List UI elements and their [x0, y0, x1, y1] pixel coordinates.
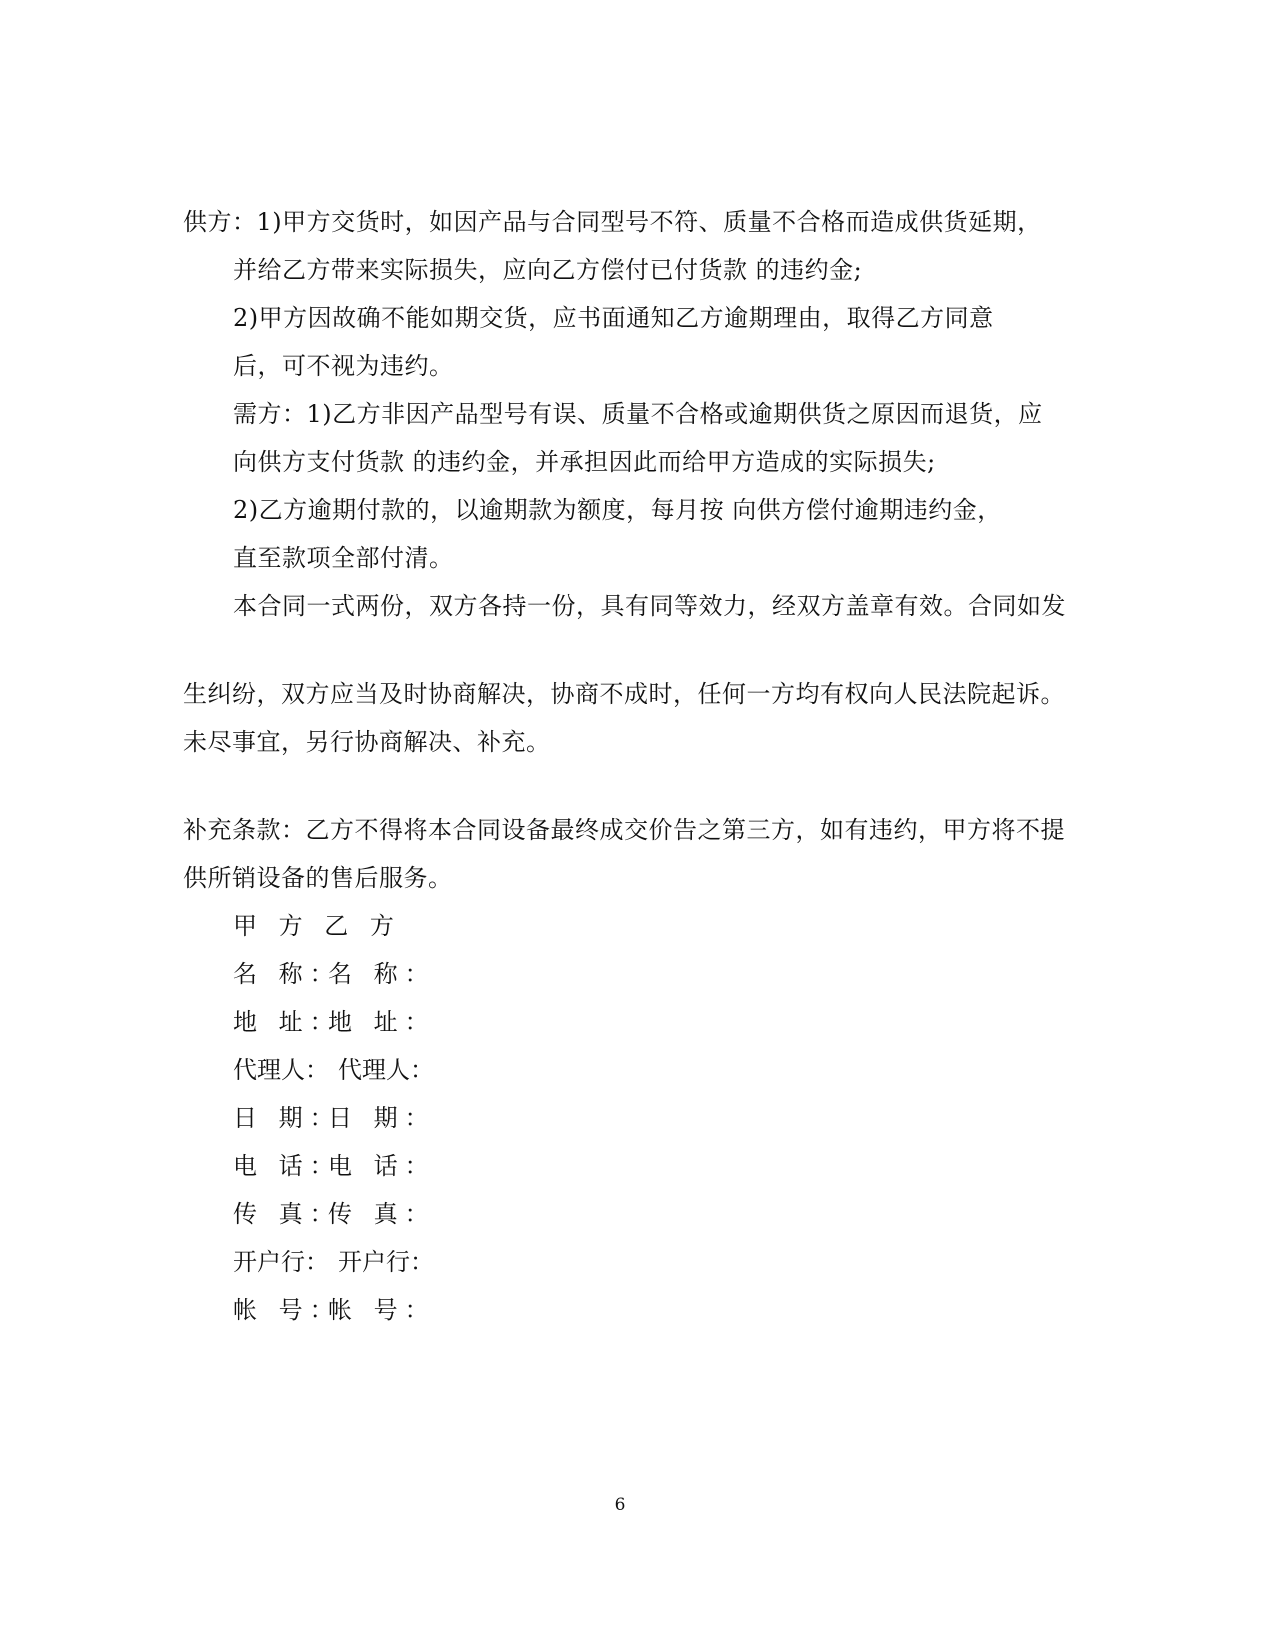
signature-row-name	[233, 959, 436, 989]
signature-row-address	[233, 1007, 436, 1037]
paragraph-line: 2)甲方因故确不能如期交货，应书面通知乙方逾期理由，取得乙方同意	[233, 304, 994, 332]
signature-row-agent	[233, 1055, 434, 1085]
signature-row-date	[233, 1103, 436, 1133]
signature-row-bank	[233, 1247, 434, 1277]
party-b-field: 地 址：	[328, 1008, 436, 1036]
signature-row-account	[233, 1295, 436, 1325]
signature-header	[233, 911, 401, 941]
party-a-field: 日 期：	[233, 1104, 341, 1132]
party-b-field: 代理人：	[338, 1056, 434, 1084]
party-a-field: 代理人：	[233, 1056, 329, 1084]
paragraph-line: 并给乙方带来实际损失，应向乙方偿付已付货款 的违约金;	[233, 256, 863, 284]
party-b-field: 开户行：	[338, 1248, 434, 1276]
party-b-field: 传 真：	[328, 1200, 436, 1228]
signature-row-phone	[233, 1151, 436, 1181]
party-b-field: 帐 号：	[328, 1296, 436, 1324]
paragraph-line: 2)乙方逾期付款的，以逾期款为额度，每月按 向供方偿付逾期违约金，	[233, 496, 1002, 524]
paragraph-line: 向供方支付货款 的违约金，并承担因此而给甲方造成的实际损失;	[233, 448, 936, 476]
party-a-field: 传 真：	[233, 1200, 341, 1228]
party-a-field: 电 话：	[233, 1152, 341, 1180]
page-number: 6	[614, 1495, 626, 1515]
paragraph-line: 本合同一式两份，双方各持一份，具有同等效力，经双方盖章有效。合同如发	[233, 592, 1066, 620]
party-b-field: 电 话：	[328, 1152, 436, 1180]
signature-header-text: 甲 方 乙 方	[233, 912, 401, 940]
paragraph-line: 生纠纷，双方应当及时协商解决，协商不成时，任何一方均有权向人民法院起诉。	[183, 680, 1065, 708]
party-b-field: 日 期：	[328, 1104, 436, 1132]
signature-row-fax	[233, 1199, 436, 1229]
party-a-field: 帐 号：	[233, 1296, 341, 1324]
party-a-field: 名 称：	[233, 960, 341, 988]
paragraph-line: 未尽事宜，另行协商解决、补充。	[183, 728, 551, 756]
paragraph-line: 供方：1)甲方交货时，如因产品与合同型号不符、质量不合格而造成供货延期，	[183, 208, 1042, 236]
supplementary-clause: 补充条款：乙方不得将本合同设备最终成交价告之第三方，如有违约，甲方将不提	[183, 816, 1065, 844]
paragraph-line: 后，可不视为违约。	[233, 352, 454, 380]
party-b-field: 名 称：	[328, 960, 436, 988]
paragraph-line: 需方：1)乙方非因产品型号有误、质量不合格或逾期供货之原因而退货，应	[233, 400, 1043, 428]
party-a-field: 开户行：	[233, 1248, 329, 1276]
paragraph-line: 直至款项全部付清。	[233, 544, 454, 572]
party-a-field: 地 址：	[233, 1008, 341, 1036]
supplementary-clause: 供所销设备的售后服务。	[183, 864, 453, 892]
